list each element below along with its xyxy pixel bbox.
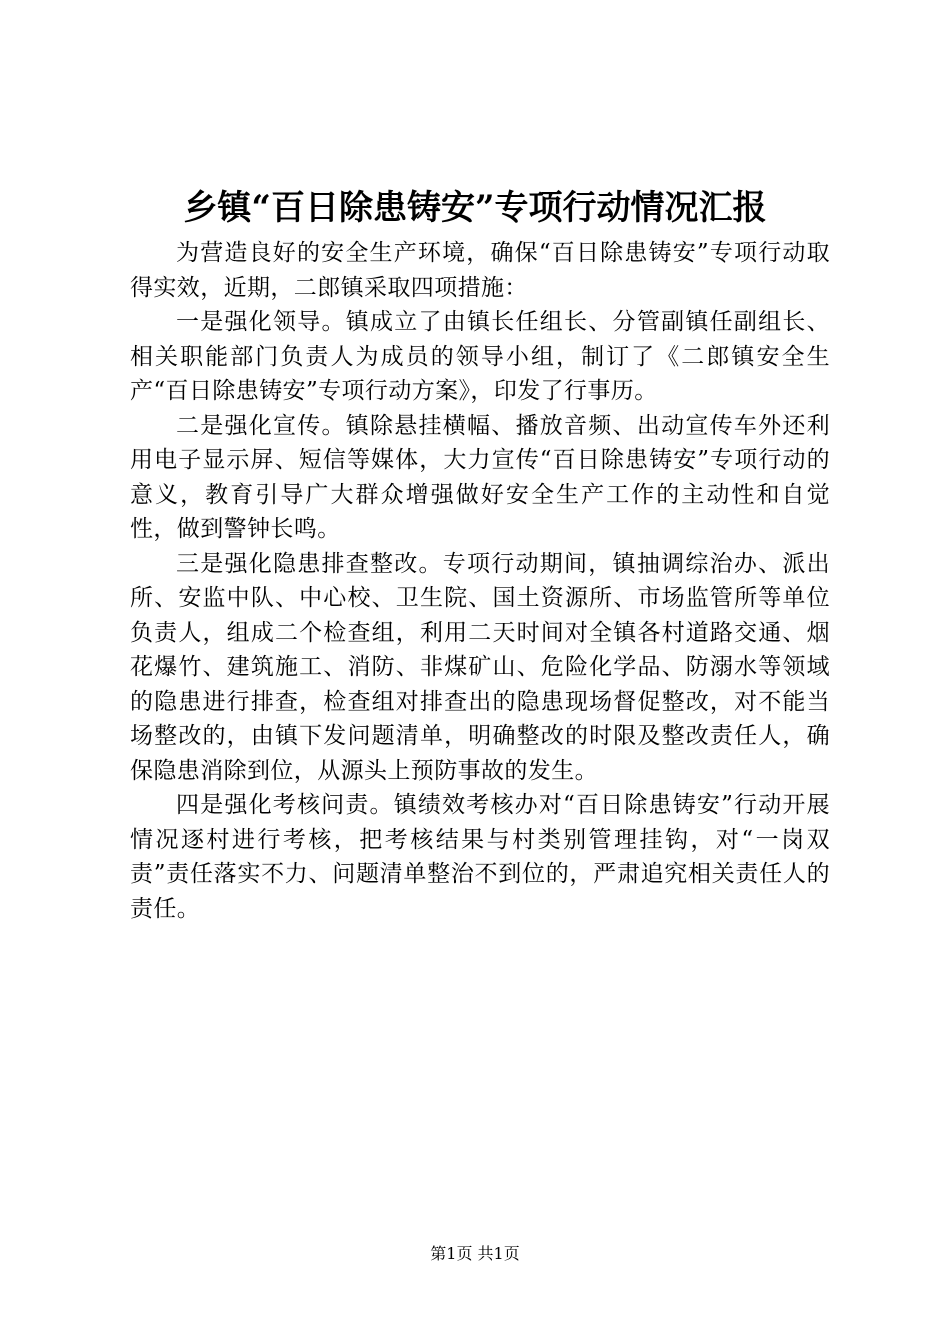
document-title: 乡镇“百日除患铸安”专项行动情况汇报 [183,188,767,228]
document-body [130,236,830,926]
paragraph-accountability: 四是强化考核问责。镇绩效考核办对“百日除患铸安”行动开展情况逐村进行考核，把考核结果与村类别管理挂钩，对“一岗双责”责任落实不力、问题清单整治不到位的，严肃追究相关责任人的责任。 [130,792,830,922]
page-total: 共1页 [477,1244,520,1263]
paragraph-intro: 为营造良好的安全生产环境，确保“百日除患铸安”专项行动取得实效，近期，二郎镇采取四项措施： [130,240,830,301]
page-number: 第1页 [430,1244,473,1263]
paragraph-leadership: 一是强化领导。镇成立了由镇长任组长、分管副镇任副组长、相关职能部门负责人为成员的领导小组，制订了《二郎镇安全生产“百日除患铸安”专项行动方案》，印发了行事历。 [130,309,830,404]
paragraph-publicity: 二是强化宣传。镇除悬挂横幅、播放音频、出动宣传车外还利用电子显示屏、短信等媒体，大力宣传“百日除患铸安”专项行动的意义，教育引导广大群众增强做好安全生产工作的主动性和自觉性，做到警钟长鸣。 [130,412,830,542]
paragraph-inspection: 三是强化隐患排查整改。专项行动期间，镇抽调综治办、派出所、安监中队、中心校、卫生院、国土资源所、市场监管所等单位负责人，组成二个检查组，利用二天时间对全镇各村道路交通、烟花爆竹、建筑施工、消防、非煤矿山、危险化学品、防溺水等领域的隐患进行排查，检查组对排查出的隐患现场督促整改，对不能当场整改的，由镇下发问题清单，明确整改的时限及整改责任人，确保隐患消除到位，从源头上预防事故的发生。 [130,550,830,784]
page-footer [0,1242,950,1266]
